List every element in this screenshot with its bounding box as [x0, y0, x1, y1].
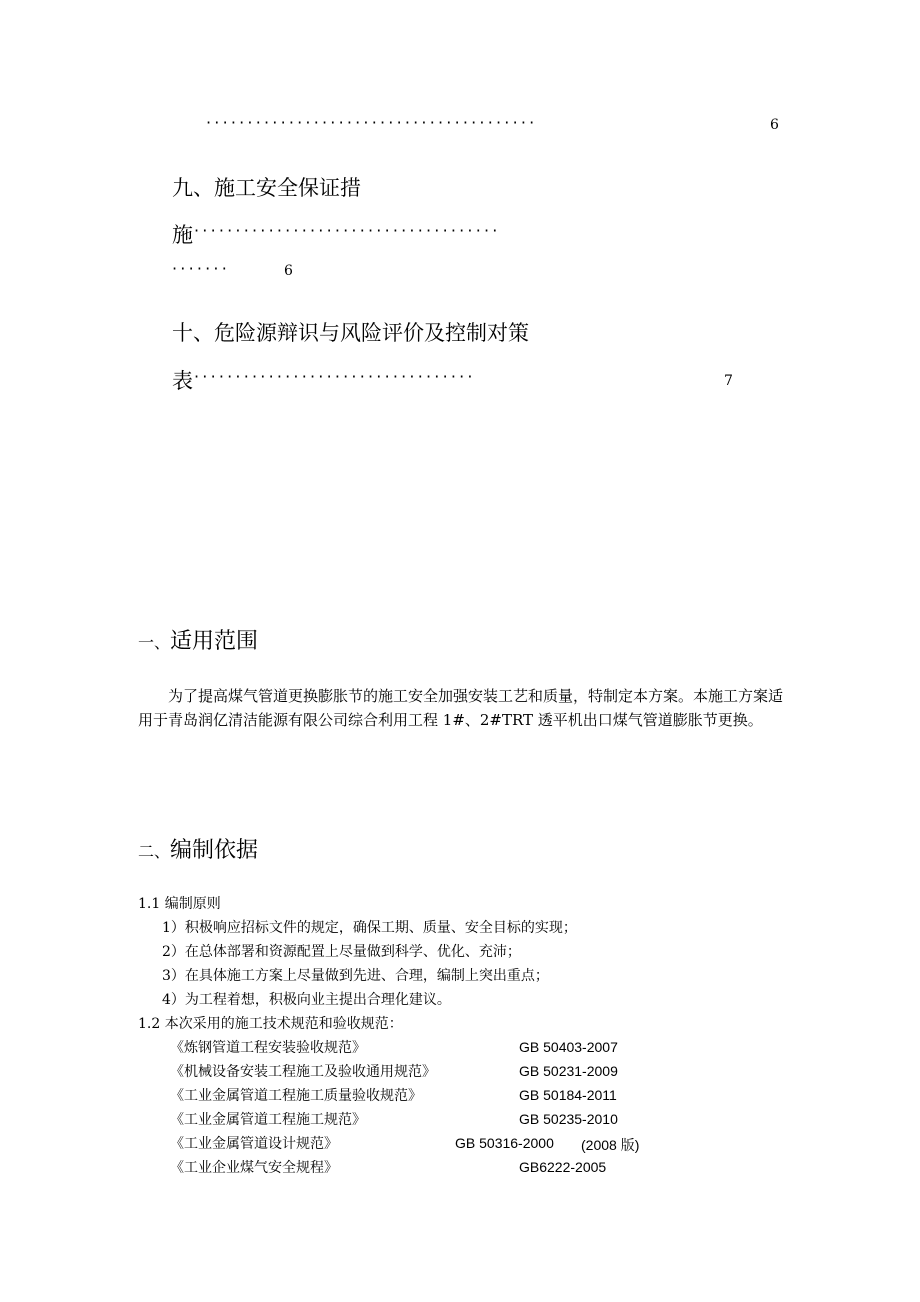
principle-item: 1）积极响应招标文件的规定，确保工期、质量、安全目标的实现； [162, 920, 577, 936]
standard-name: 《炼钢管道工程安装验收规范》 [170, 1040, 366, 1056]
toc-page-number: 7 [724, 373, 733, 389]
standard-code: GB 50316-2000 [455, 1135, 554, 1151]
section-1-paragraph: 为了提高煤气管道更换膨胀节的施工安全加强安装工艺和质量，特制定本方案。本施工方案适用于青岛润亿清洁能源有限公司综合利用工程 1#、2#TRT 透平机出口煤气管道膨胀节更换。 [138, 687, 784, 729]
toc-page-number: 6 [284, 263, 293, 279]
toc-leader-dots: ····································· [194, 221, 501, 240]
standard-name: 《机械设备安装工程施工及验收通用规范》 [170, 1064, 436, 1080]
toc-page-number: 6 [770, 117, 779, 133]
standard-name: 《工业金属管道设计规范》 [170, 1136, 338, 1152]
standard-edition: (2008 版) [581, 1137, 640, 1153]
principle-item: 4）为工程着想，积极向业主提出合理化建议。 [162, 992, 451, 1008]
toc-leader-dots: ·································· [194, 367, 476, 386]
standard-code: GB 50184-2011 [519, 1087, 617, 1103]
section-title: 编制依据 [170, 838, 259, 863]
subsection-heading: 1.1 编制原则 [138, 896, 221, 912]
standard-code: GB 50235-2010 [519, 1111, 618, 1127]
toc-item-9-title[interactable]: 九、施工安全保证措 [172, 176, 361, 200]
section-number: 二、 [138, 842, 171, 861]
toc-leader-dots: ········································ [206, 113, 538, 132]
toc-item-10-title[interactable]: 十、危险源辩识与风险评价及控制对策 [172, 321, 529, 345]
toc-item-10-continuation: 表 [172, 369, 193, 393]
principle-item: 3）在具体施工方案上尽量做到先进、合理，编制上突出重点； [162, 968, 549, 984]
standard-code: GB 50403-2007 [519, 1039, 618, 1055]
standard-name: 《工业金属管道工程施工规范》 [170, 1112, 366, 1128]
standard-name: 《工业企业煤气安全规程》 [170, 1160, 338, 1176]
section-1-heading [138, 624, 258, 655]
section-2-heading [138, 833, 258, 864]
toc-leader-dots: ······· [172, 259, 231, 278]
standard-name: 《工业金属管道工程施工质量验收规范》 [170, 1088, 422, 1104]
principle-item: 2）在总体部署和资源配置上尽量做到科学、优化、充沛； [162, 944, 521, 960]
subsection-heading: 1.2 本次采用的施工技术规范和验收规范： [138, 1016, 403, 1032]
standard-code: GB 50231-2009 [519, 1063, 618, 1079]
toc-item-9-continuation: 施 [172, 223, 193, 247]
section-number: 一、 [138, 633, 171, 652]
section-title: 适用范围 [170, 629, 259, 654]
standard-code: GB6222-2005 [519, 1159, 607, 1175]
